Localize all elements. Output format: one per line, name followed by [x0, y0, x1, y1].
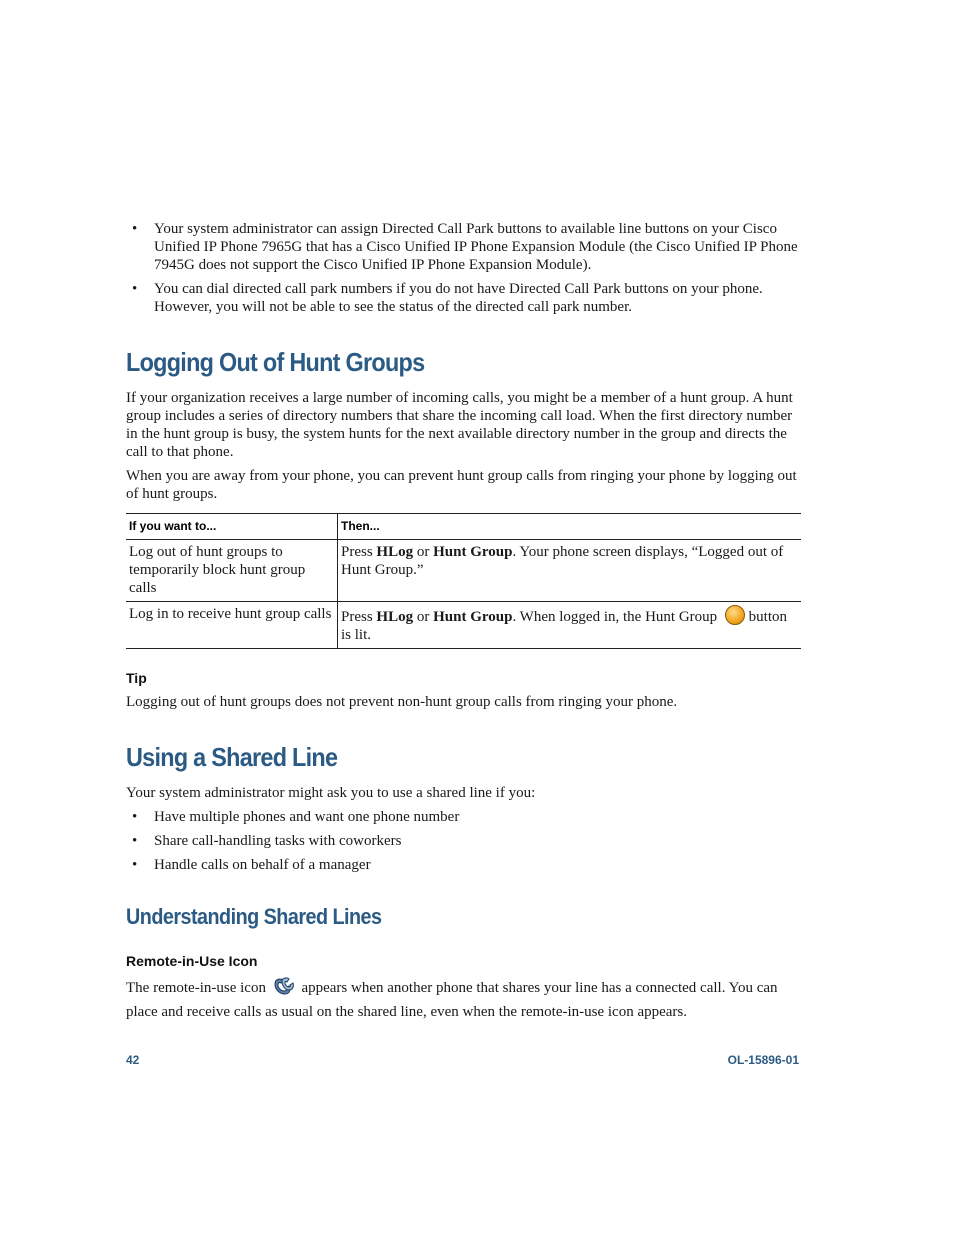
hunt-group-table: [126, 513, 801, 649]
table-cell-then: Press HLog or Hunt Group. Your phone screen displays, “Logged out of Hunt Group.”: [338, 540, 802, 602]
list-item: • Handle calls on behalf of a manager: [132, 857, 371, 873]
table-header-want: If you want to...: [126, 514, 338, 540]
list-item: • Share call-handling tasks with coworkers: [132, 833, 402, 849]
remote-in-use-icon: [272, 976, 296, 1003]
table-cell-then: Press HLog or Hunt Group. When logged in, the Hunt Group button is lit.: [338, 602, 802, 649]
table-cell-want: Log out of hunt groups to temporarily block hunt group calls: [126, 540, 338, 602]
section-title-hunt-groups: Logging Out of Hunt Groups: [126, 347, 425, 377]
softkey-hunt-group: Hunt Group: [433, 544, 513, 560]
tip-label: Tip: [126, 670, 147, 686]
paragraph: If your organization receives a large number of incoming calls, you might be a member of a hunt group. A hunt group includes a series of directory numbers that share the incoming call load. When the first directory number in the hunt group is busy, the system hunts for the next available directory number in the group and directs the call to that phone.: [126, 390, 793, 460]
softkey-hunt-group: Hunt Group: [433, 609, 513, 625]
remote-in-use-text: The remote-in-use icon appears when another phone that shares your line has a connected call. You can place and receive calls as usual on the shared line, even when the remote-in-use icon appears.: [126, 976, 798, 1021]
paragraph: When you are away from your phone, you can prevent hunt group calls from ringing your phone by logging out of hunt groups.: [126, 468, 797, 502]
shared-intro: Your system administrator might ask you to use a shared line if you:: [126, 785, 536, 801]
subsection-title-understanding: Understanding Shared Lines: [126, 904, 382, 929]
list-item: • Have multiple phones and want one phone number: [132, 809, 460, 825]
table-row: [126, 602, 801, 649]
list-item: • Your system administrator can assign Directed Call Park buttons to available line buttons on your Cisco Unified IP Phone 7965G that has a Cisco Unified IP Phone Expansion Module (the Cisco Unified IP Phone 7945G does not support the Cisco Unified IP Phone Expansion Module).: [132, 221, 798, 273]
section-title-shared-line: Using a Shared Line: [126, 742, 338, 772]
table-row: [126, 540, 801, 602]
shared-bullet-list: [126, 808, 798, 874]
list-item: • You can dial directed call park numbers if you do not have Directed Call Park buttons on your phone. However, you will not be able to see the status of the directed call park number.: [132, 281, 763, 315]
table-cell-want: Log in to receive hunt group calls: [126, 602, 338, 649]
remote-in-use-heading: Remote-in-Use Icon: [126, 953, 258, 969]
softkey-hlog: HLog: [376, 609, 414, 625]
hunt-description: [126, 389, 798, 503]
document-id: OL-15896-01: [727, 1053, 799, 1067]
intro-bullet-list: [126, 220, 798, 316]
softkey-hlog: HLog: [376, 544, 414, 560]
page-number: 42: [126, 1053, 140, 1067]
lit-button-icon: [725, 605, 745, 625]
table-header-then: Then...: [338, 514, 802, 540]
tip-text: Logging out of hunt groups does not prevent non-hunt group calls from ringing your phone.: [126, 694, 678, 710]
